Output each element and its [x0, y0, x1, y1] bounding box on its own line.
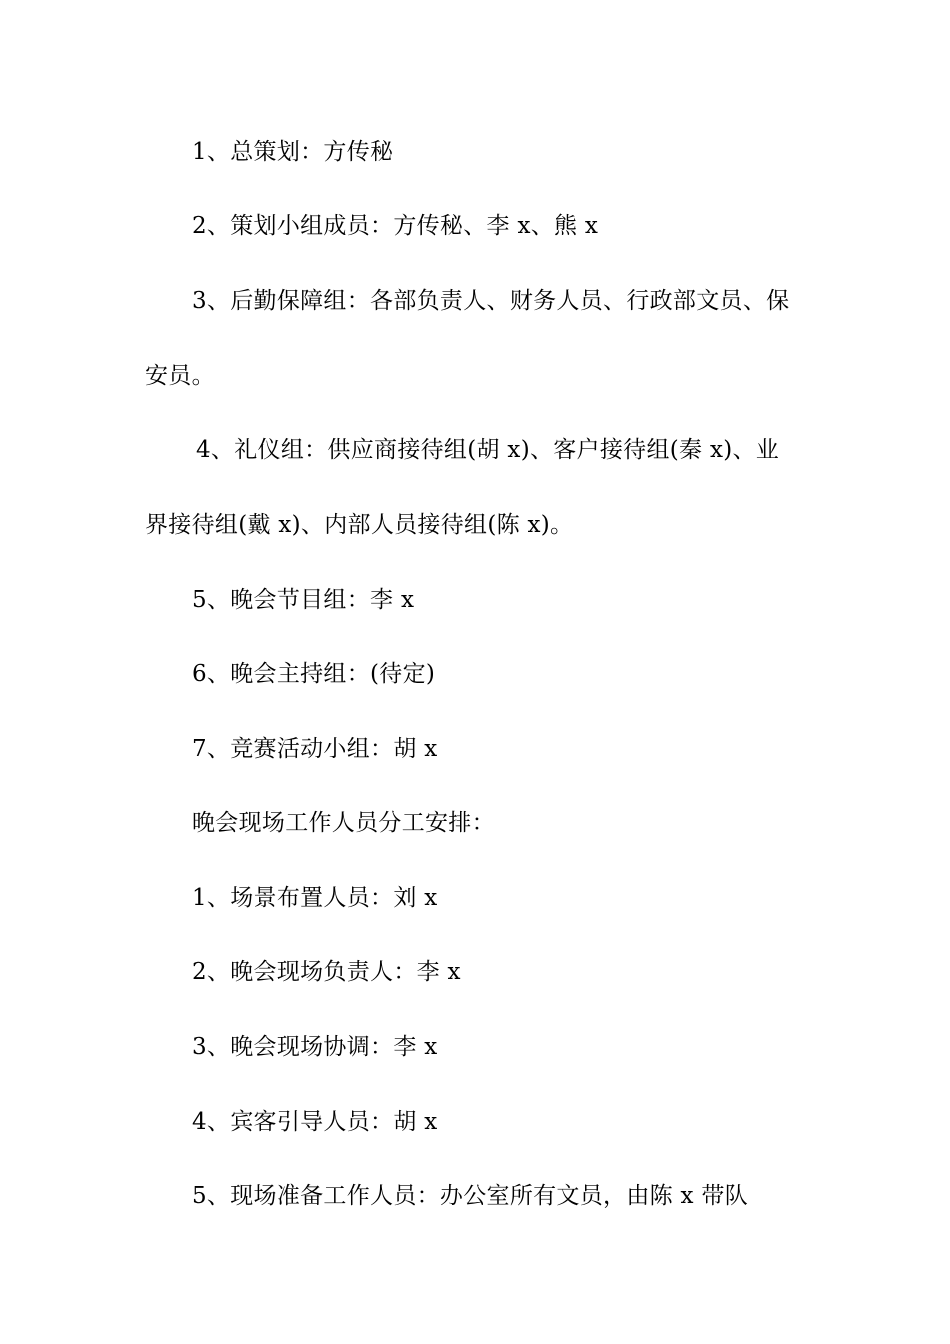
- text-line: 5、晚会节目组：李 x: [192, 587, 415, 613]
- text-line: 1、场景布置人员：刘 x: [192, 885, 438, 911]
- text-line: 2、策划小组成员：方传秘、李 x、熊 x: [192, 213, 599, 239]
- section-heading: 晚会现场工作人员分工安排：: [192, 810, 495, 836]
- text-line: 3、晚会现场协调：李 x: [192, 1034, 438, 1060]
- text-line: 3、后勤保障组：各部负责人、财务人员、行政部文员、保: [192, 288, 790, 314]
- text-line: 7、竞赛活动小组：胡 x: [192, 736, 438, 762]
- text-line: 界接待组(戴 x)、内部人员接待组(陈 x)。: [145, 512, 574, 538]
- text-line: 1、总策划：方传秘: [192, 139, 394, 165]
- text-line: 5、现场准备工作人员：办公室所有文员，由陈 x 带队: [192, 1183, 749, 1209]
- text-line: 安员。: [145, 363, 215, 389]
- text-line: 6、晚会主持组：(待定): [192, 661, 436, 687]
- text-line: 4、礼仪组：供应商接待组(胡 x)、客户接待组(秦 x)、业: [196, 437, 780, 463]
- text-line: 4、宾客引导人员：胡 x: [192, 1109, 438, 1135]
- text-line: 2、晚会现场负责人：李 x: [192, 959, 461, 985]
